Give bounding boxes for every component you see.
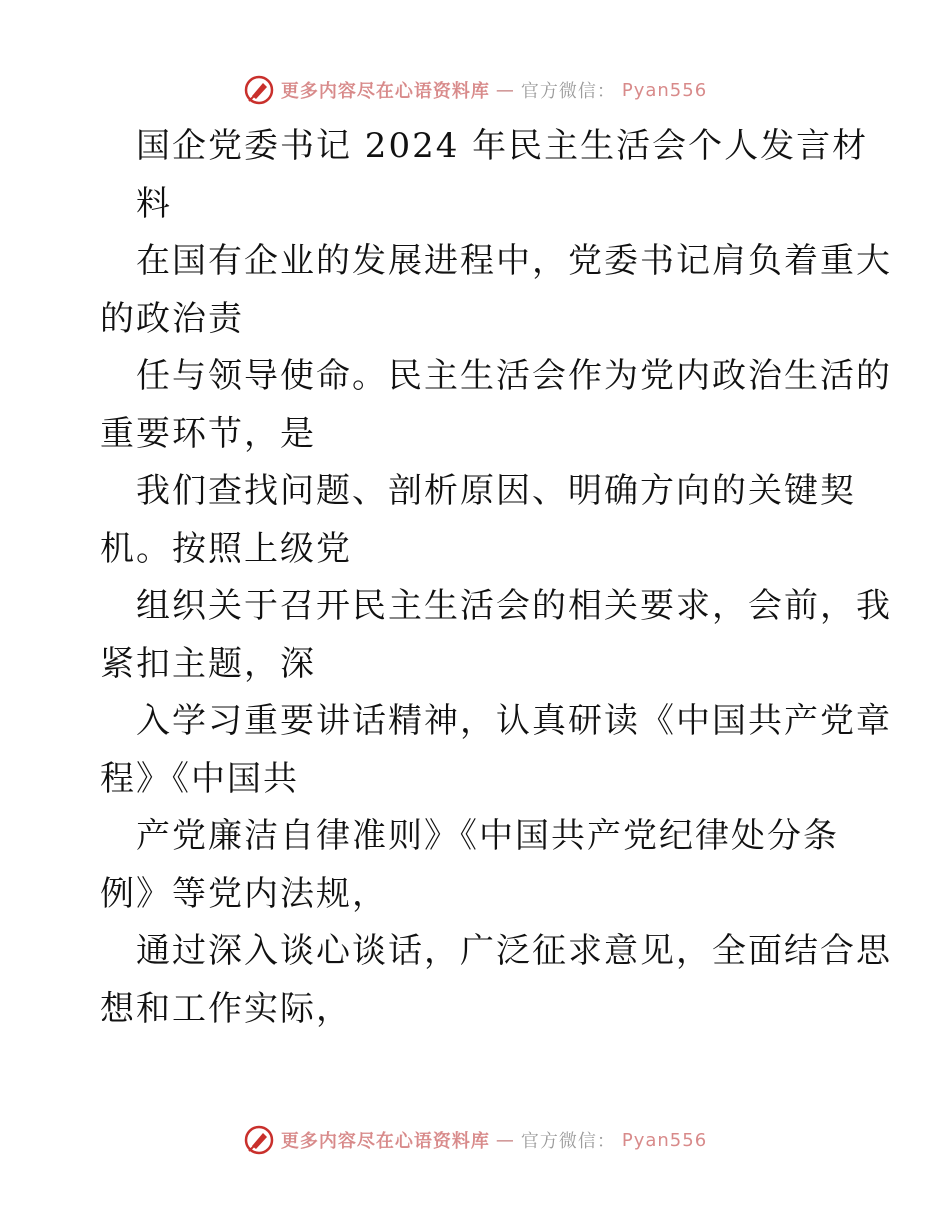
paragraph-line: 入学习重要讲话精神，认真研读《中国共产党章 — [136, 701, 892, 741]
header-watermark — [0, 74, 950, 106]
paragraph-line: 任与领导使命。民主生活会作为党内政治生活的 — [136, 356, 892, 396]
paragraph-line: 产党廉洁自律准则》《中国共产党纪律处分条 — [136, 816, 839, 856]
watermark-wechat-id: Pyan556 — [621, 1129, 708, 1151]
pen-nib-logo-icon — [243, 1124, 275, 1156]
paragraph-line: 重要环节，是 — [100, 413, 316, 454]
title-line: 国企党委书记 2024 年民主生活会个人发言材 — [136, 126, 869, 166]
watermark-separator: — — [495, 1129, 515, 1151]
title-line: 料 — [136, 183, 172, 224]
watermark-main-text: 更多内容尽在心语资料库 — [280, 81, 490, 102]
paragraph-line: 通过深入谈心谈话，广泛征求意见，全面结合思 — [136, 931, 892, 971]
paragraph-line: 程》《中国共 — [100, 758, 299, 799]
watermark-main-text: 更多内容尽在心语资料库 — [280, 1131, 490, 1152]
paragraph-line: 例》等党内法规， — [100, 873, 388, 914]
watermark-wechat-label: 官方微信： — [520, 81, 616, 102]
paragraph-line: 的政治责 — [100, 298, 244, 339]
watermark-wechat-id: Pyan556 — [621, 79, 708, 101]
document-body — [100, 118, 892, 1038]
paragraph-line: 我们查找问题、剖析原因、明确方向的关键契 — [136, 471, 856, 511]
paragraph-line: 机。按照上级党 — [100, 528, 352, 569]
paragraph-line: 想和工作实际， — [100, 988, 352, 1029]
paragraph-line: 在国有企业的发展进程中，党委书记肩负着重大 — [136, 241, 892, 281]
pen-nib-logo-icon — [243, 74, 275, 106]
paragraph-line: 组织关于召开民主生活会的相关要求，会前，我 — [136, 586, 892, 626]
footer-watermark — [0, 1124, 950, 1156]
watermark-wechat-label: 官方微信： — [520, 1131, 616, 1152]
paragraph-line: 紧扣主题，深 — [100, 643, 316, 684]
watermark-separator: — — [495, 79, 515, 101]
